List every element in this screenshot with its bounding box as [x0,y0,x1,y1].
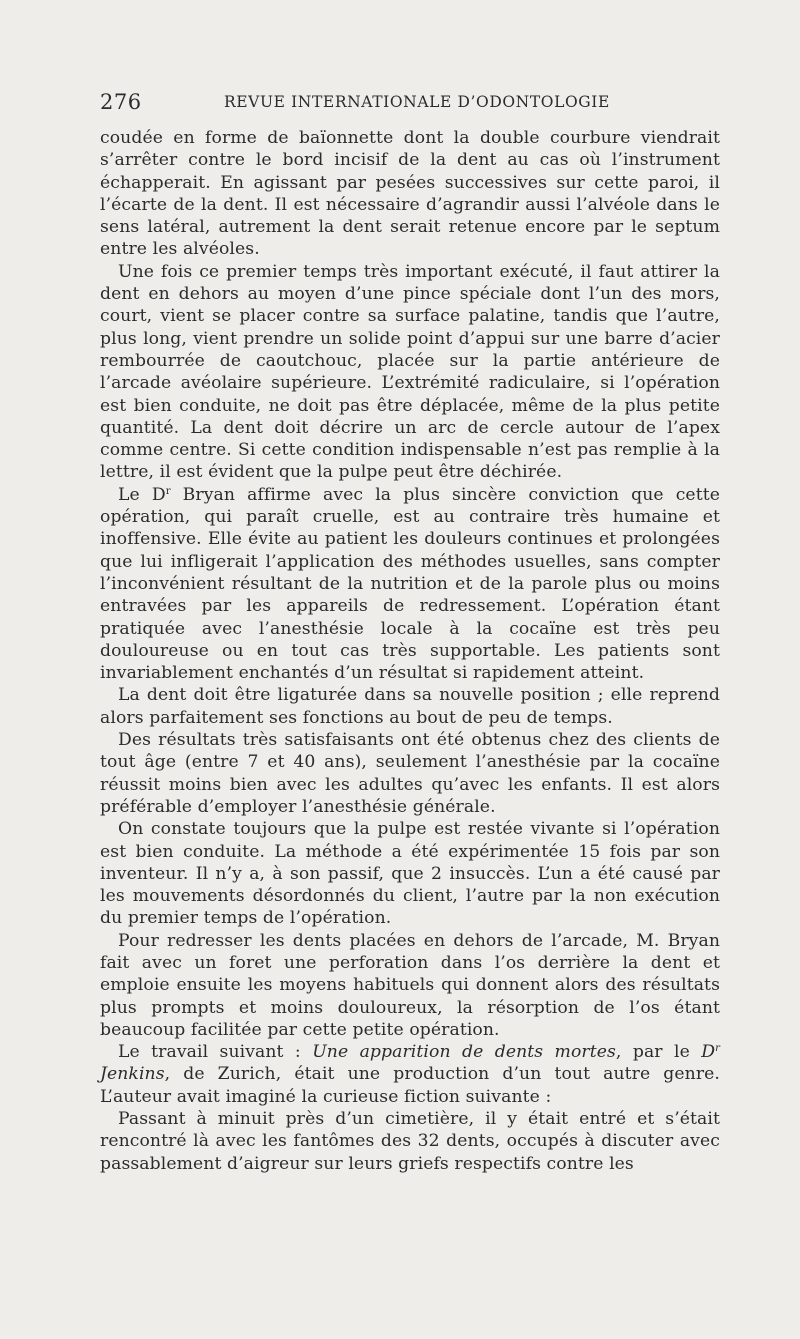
paragraph-3-text: Bryan affirme avec la plus sincère conviction que cette opération, qui paraît cruelle, est au contraire très humaine et inoffensive. Elle évite au patient les douleurs continues et prolongées que lui infligerait l’application des méthodes usuelles, sans compter l’inconvénient résultant de la nutrition et de la parole plus ou moins entravées par les appareils de redressement. L’opération étant pratiquée avec l’anesthésie locale à la cocaïne est très peu douloureuse ou en tout cas très supportable. Les patients sont invariablement enchantés d’un résultat si rapidement atteint. [100,484,720,684]
paragraph-8-text: , de Zurich, était une production d’un tout autre genre. L’auteur avait imaginé la curieuse fiction suivante : [100,1064,720,1107]
paragraph-7: Pour redresser les dents placées en dehors de l’arcade, M. Bryan fait avec un foret une perforation dans l’os derrière la dent et emploie ensuite les moyens habituels qui donnent alors des résultats plus prompts et moins douloureux, la résorption de l’os étant beaucoup facilitée par cette petite opération. [100,930,720,1040]
paragraph-8-prefix: Le travail suivant : [118,1042,313,1063]
paragraph-5: Des résultats très satisfaisants ont été obtenus chez des clients de tout âge (entre 7 et 40 ans), seulement l’anesthésie par la cocaïne réussit moins bien avec les adultes qu’avec les enfants. Il est alors préférable d’employer l’anesthésie générale. [100,730,720,817]
author-superscript: r [715,1043,720,1055]
paragraph-4: La dent doit être ligaturée dans sa nouvelle position ; elle reprend alors parfaitement ses fonctions au bout de peu de temps. [100,685,720,728]
paragraph-3 [100,484,720,685]
paragraph-8-mid: , par le [615,1042,702,1063]
paragraph-1: coudée en forme de baïonnette dont la double courbure viendrait s’arrêter contre le bord incisif de la dent au cas où l’instrument échapperait. En agissant par pesées successives sur cette paroi, il l’écarte de la dent. Il est nécessaire d’agrandir aussi l’alvéole dans le sens latéral, autrement la dent serait retenue encore par le septum entre les alvéoles. [100,128,720,260]
page-number: 276 [100,90,142,114]
author-prefix: D [701,1042,716,1063]
paragraph-8 [100,1041,720,1108]
article-body [100,127,720,1175]
author-surname: Jenkins [100,1064,165,1085]
running-title: REVUE INTERNATIONALE D’ODONTOLOGIE [224,93,610,111]
doctor-abbrev-superscript: r [165,485,171,497]
paragraph-2: Une fois ce premier temps très important exécuté, il faut attirer la dent en dehors au moyen d’une pince spéciale dont l’un des mors, court, vient se placer contre sa surface palatine, tandis que l’autre, plus long, vient prendre un solide point d’appui sur une barre d’acier rembourrée de caoutchouc, placée sur la partie antérieure de l’arcade avéolaire supérieure. L’extrémité radiculaire, si l’opération est bien conduite, ne doit pas être déplacée, même de la plus petite quantité. La dent doit décrire un arc de cercle autour de l’apex comme centre. Si cette condition indispensable n’est pas remplie à la lettre, il est évident que la pulpe peut être déchirée. [100,261,720,483]
paragraph-6: On constate toujours que la pulpe est restée vivante si l’opération est bien conduite. La méthode a été expérimentée 15 fois par son inventeur. Il n’y a, à son passif, que 2 insuccès. L’un a été causé par les mouvements désordonnés du client, l’autre par la non exécution du premier temps de l’opération. [100,819,720,929]
work-title: Une apparition de dents mortes [312,1042,616,1063]
paragraph-9: Passant à minuit près d’un cimetière, il y était entré et s’était rencontré là avec les fantômes des 32 dents, occupés à discuter avec passablement d’aigreur sur leurs griefs respectifs contre les [100,1109,720,1174]
paragraph-3-prefix: Le D [118,484,166,505]
page-header [100,90,695,116]
